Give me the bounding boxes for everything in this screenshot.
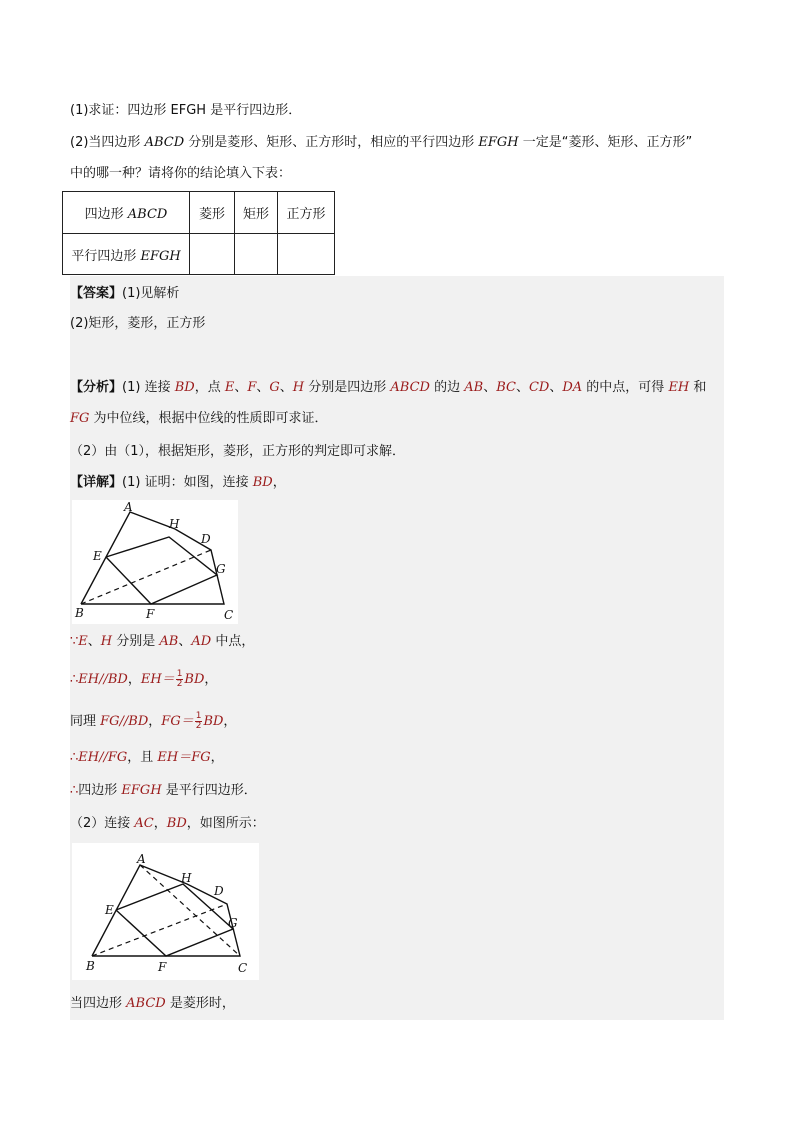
label-F-2: F [158,960,167,974]
figure-1-svg [72,500,238,624]
analysis-line-1: 【分析】(1) 连接 BD，点 E、F、G、H 分别是四边形 ABCD 的边 AB、BC、CD、DA 的中点，可得 EH 和 [70,380,707,395]
label-C: C [224,608,234,622]
q2-text: (2)当四边形 [70,135,145,150]
label-D: D [201,532,211,546]
quad-efgh-outline [106,537,217,604]
table-row-label: 平行四边形 EFGH [63,234,190,275]
detail-tag: 【详解】 [70,475,123,490]
quad-abcd-outline [81,512,224,604]
last-line: 当四边形 ABCD 是菱形时， [70,996,235,1011]
fraction-half-2: $\frac{1}{2}$ [195,711,202,731]
label-H: H [169,517,180,531]
table-cell-empty-2 [235,234,278,275]
label-B-2: B [86,959,95,973]
analysis-tag: 【分析】 [70,380,123,395]
q2-text-mid: 分别是菱形、矩形、正方形时，相应的平行四边形 [184,135,479,150]
proof-line-3: 同理 FG//BD，FG＝ $\frac{1}{2}$ BD， [70,711,237,731]
quad-abcd-outline-2 [92,865,240,956]
table-cell-empty-3 [278,234,335,275]
proof-line-4: ∴EH//FG，且 EH＝FG， [70,750,224,765]
table-header-label: 四边形 ABCD [63,192,190,234]
part-2-intro: （2）连接 AC，BD，如图所示： [70,816,265,831]
figure-2-svg [72,843,259,980]
figure-1 [72,500,238,624]
label-A-2: A [137,852,146,866]
label-E: E [93,549,102,563]
label-D-2: D [214,884,224,898]
proof-line-1: ∵E、H 分别是 AB、AD 中点， [70,634,255,649]
question-2-line-2: 中的哪一种？请将你的结论填入下表： [70,166,292,181]
label-G: G [216,562,226,576]
question-2-line-1 [70,133,692,153]
answer-line-2: (2)矩形，菱形，正方形 [70,316,206,331]
analysis-line-3: （2）由（1），根据矩形，菱形，正方形的判定即可求解． [70,444,406,459]
label-H-2: H [181,871,192,885]
answer-part-1: (1)见解析 [122,286,180,301]
table-cell-empty-1 [190,234,235,275]
table-header-row [63,192,335,234]
figure-2 [72,843,259,980]
fraction-half: $\frac{1}{2}$ [176,669,183,689]
table-col-rhombus: 菱形 [190,192,235,234]
answer-tag: 【答案】 [70,286,123,301]
label-A: A [124,500,133,514]
label-E-2: E [105,903,114,917]
label-F: F [146,607,155,621]
q2-text-suffix: 一定是“菱形、矩形、正方形” [518,135,693,150]
label-C-2: C [238,961,248,975]
proof-line-5: ∴四边形 EFGH 是平行四边形． [70,783,257,798]
answer-line-1 [70,284,179,304]
answer-table [62,191,335,275]
label-G-2: G [228,916,238,930]
detail-intro: 【详解】(1) 证明：如图，连接 BD， [70,475,286,490]
q2-var-efgh: EFGH [478,135,519,150]
label-B: B [75,606,84,620]
analysis-line-2: FG 为中位线，根据中位线的性质即可求证． [70,411,328,426]
question-1: (1)求证：四边形 EFGH 是平行四边形． [70,103,302,118]
proof-line-2: ∴EH//BD，EH＝ $\frac{1}{2}$ BD， [70,669,218,689]
q2-var-abcd: ABCD [144,135,185,150]
table-col-rectangle: 矩形 [235,192,278,234]
table-body-row [63,234,335,275]
table-col-square: 正方形 [278,192,335,234]
